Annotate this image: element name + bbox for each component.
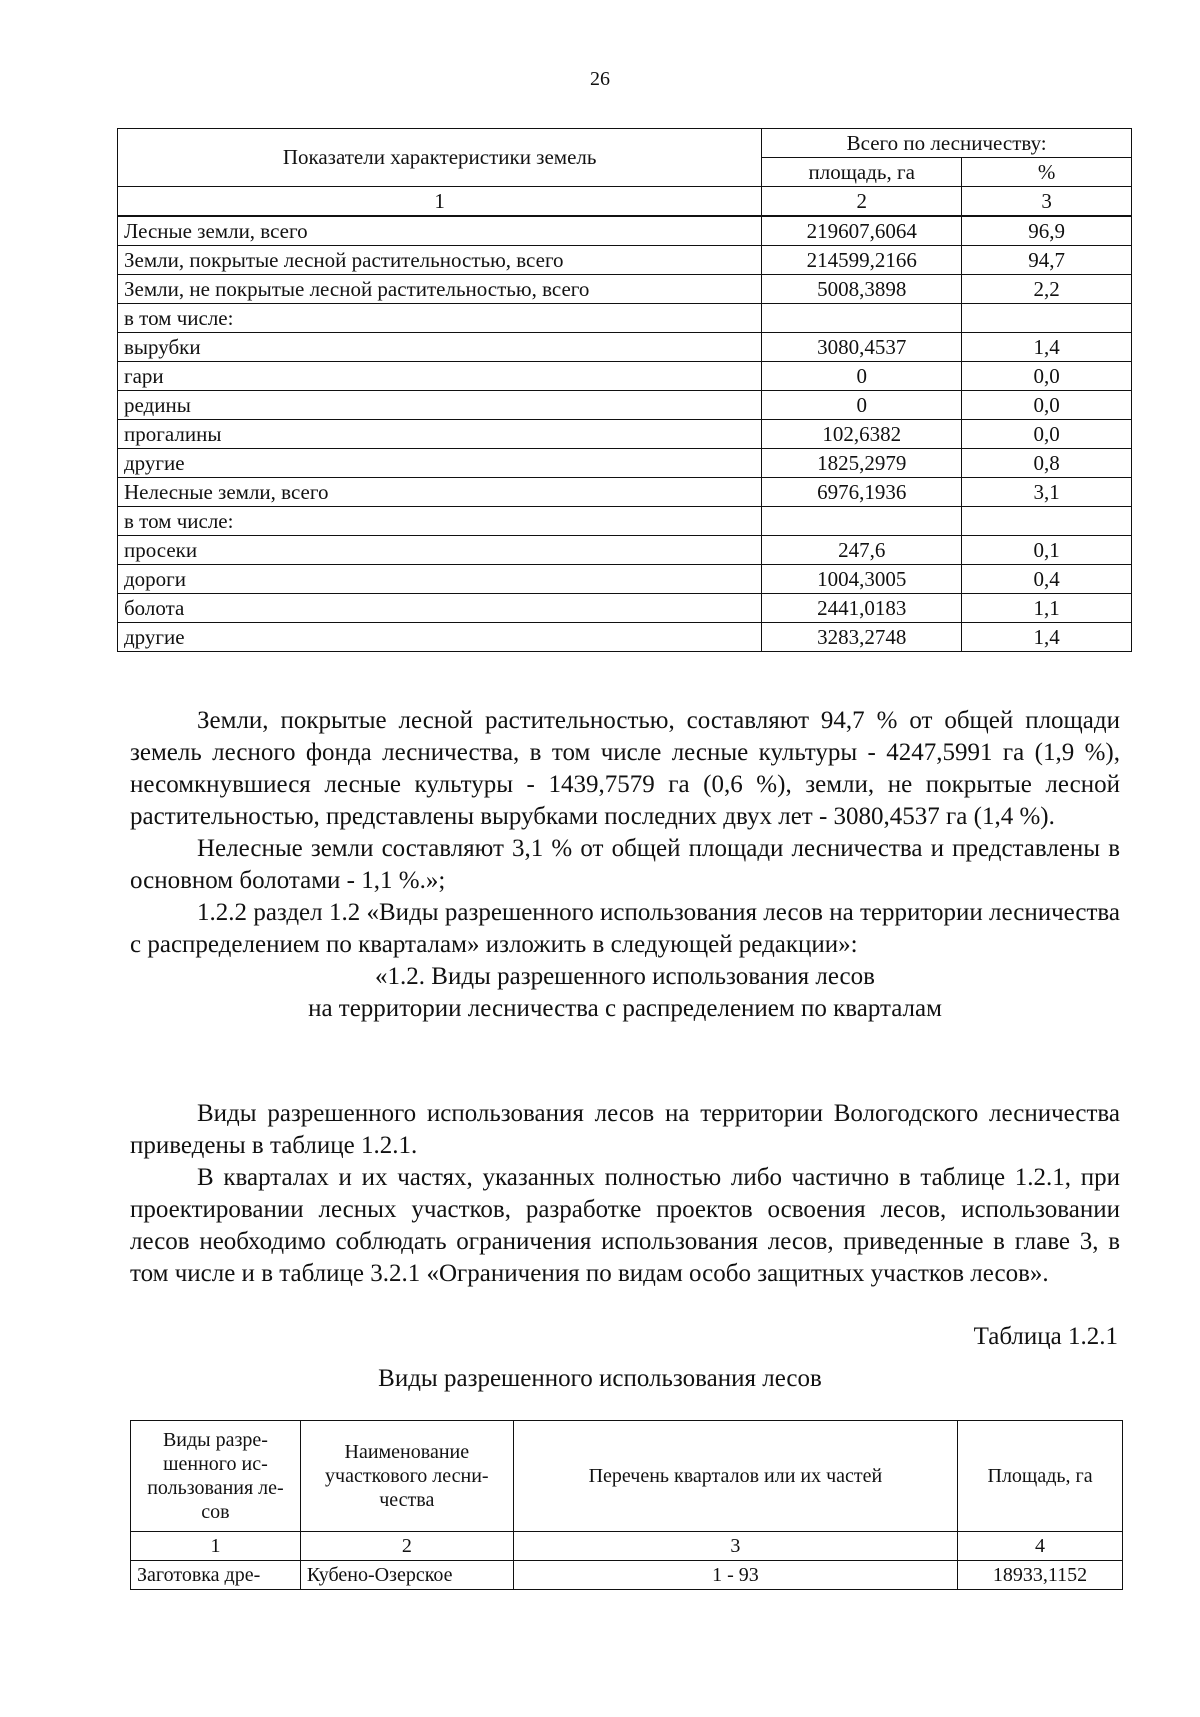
header-area: площадь, га — [762, 158, 962, 187]
cell-percent: 0,4 — [962, 565, 1132, 594]
cell-area: 2441,0183 — [762, 594, 962, 623]
cell-use-kind: Заготовка дре- — [131, 1561, 301, 1590]
land-characteristics-table — [117, 128, 1132, 652]
section-heading: на территории лесничества с распределением по кварталам — [308, 995, 942, 1022]
body-text-block-2 — [130, 1098, 1120, 1290]
cell-indicator: вырубки — [118, 333, 762, 362]
cell-indicator: гари — [118, 362, 762, 391]
page-number: 26 — [590, 68, 610, 90]
cell-area: 102,6382 — [762, 420, 962, 449]
cell-indicator: редины — [118, 391, 762, 420]
header-quarters-list: Перечень кварталов или их частей — [513, 1421, 957, 1532]
table-row — [118, 565, 1132, 594]
header-forestry-name: Наименование участкового лесни-чества — [300, 1421, 513, 1532]
cell-percent: 0,8 — [962, 449, 1132, 478]
cell-indicator: Лесные земли, всего — [118, 216, 762, 246]
cell-area: 0 — [762, 391, 962, 420]
forest-use-table — [130, 1420, 1123, 1590]
cell-indicator: в том числе: — [118, 507, 762, 536]
cell-percent — [962, 507, 1132, 536]
paragraph: 1.2.2 раздел 1.2 «Виды разрешенного использования лесов на территории лесничества с распределением по кварталам» изложить в следующей редакции»: — [130, 899, 1120, 958]
section-heading: «1.2. Виды разрешенного использования лесов — [375, 963, 875, 990]
column-number: 3 — [513, 1532, 957, 1561]
cell-indicator: дороги — [118, 565, 762, 594]
cell-percent: 1,1 — [962, 594, 1132, 623]
cell-percent: 96,9 — [962, 216, 1132, 246]
cell-quarters: 1 - 93 — [513, 1561, 957, 1590]
cell-area: 18933,1152 — [958, 1561, 1123, 1590]
table-row — [118, 275, 1132, 304]
column-number-row — [118, 187, 1132, 217]
header-indicators: Показатели характеристики земель — [118, 129, 762, 187]
cell-percent — [962, 304, 1132, 333]
cell-indicator: прогалины — [118, 420, 762, 449]
column-number: 1 — [118, 187, 762, 217]
table-row — [118, 478, 1132, 507]
cell-indicator: другие — [118, 449, 762, 478]
cell-indicator: болота — [118, 594, 762, 623]
cell-area: 1004,3005 — [762, 565, 962, 594]
table-row — [118, 246, 1132, 275]
cell-percent: 0,0 — [962, 362, 1132, 391]
column-number: 2 — [300, 1532, 513, 1561]
cell-indicator: Земли, покрытые лесной растительностью, всего — [118, 246, 762, 275]
cell-indicator: Нелесные земли, всего — [118, 478, 762, 507]
table-row — [118, 362, 1132, 391]
header-area: Площадь, га — [958, 1421, 1123, 1532]
table-row — [118, 594, 1132, 623]
table-label: Таблица 1.2.1 — [973, 1323, 1118, 1350]
cell-indicator: в том числе: — [118, 304, 762, 333]
cell-area: 214599,2166 — [762, 246, 962, 275]
paragraph: Нелесные земли составляют 3,1 % от общей площади лесничества и представлены в основном болотами - 1,1 %.»; — [130, 835, 1120, 894]
cell-percent: 0,1 — [962, 536, 1132, 565]
table-title: Виды разрешенного использования лесов — [378, 1365, 822, 1392]
cell-percent: 94,7 — [962, 246, 1132, 275]
header-use-kind: Виды разре-шенного ис-пользования ле-сов — [131, 1421, 301, 1532]
table-row — [118, 391, 1132, 420]
table-row — [118, 420, 1132, 449]
cell-percent: 1,4 — [962, 623, 1132, 652]
column-number: 1 — [131, 1532, 301, 1561]
header-percent: % — [962, 158, 1132, 187]
column-number: 2 — [762, 187, 962, 217]
cell-indicator: просеки — [118, 536, 762, 565]
cell-percent: 0,0 — [962, 420, 1132, 449]
cell-area — [762, 304, 962, 333]
paragraph: Земли, покрытые лесной растительностью, составляют 94,7 % от общей площади земель лесного фонда лесничества, в том числе лесные культуры - 4247,5991 га (1,9 %), несомкнувшиеся лесные культуры - 1439,7579 га (0,6 %), земли, не покрытые лесной растительностью, представлены вырубками последних двух лет - 3080,4537 га (1,4 %). — [130, 707, 1120, 830]
cell-area — [762, 507, 962, 536]
table-row — [118, 304, 1132, 333]
table-header-row — [118, 129, 1132, 158]
paragraph: Виды разрешенного использования лесов на территории Вологодского лесничества приведены в таблице 1.2.1. — [130, 1100, 1120, 1159]
cell-percent: 2,2 — [962, 275, 1132, 304]
table-row — [118, 507, 1132, 536]
cell-area: 5008,3898 — [762, 275, 962, 304]
cell-area: 3283,2748 — [762, 623, 962, 652]
table-row — [118, 536, 1132, 565]
cell-area: 6976,1936 — [762, 478, 962, 507]
cell-area: 247,6 — [762, 536, 962, 565]
cell-forestry: Кубено-Озерское — [300, 1561, 513, 1590]
cell-percent: 3,1 — [962, 478, 1132, 507]
table-row — [118, 333, 1132, 362]
cell-indicator: Земли, не покрытые лесной растительностью, всего — [118, 275, 762, 304]
table-header-row — [131, 1421, 1123, 1532]
cell-percent: 1,4 — [962, 333, 1132, 362]
table-row — [118, 449, 1132, 478]
header-total-group: Всего по лесничеству: — [762, 129, 1132, 158]
paragraph: В кварталах и их частях, указанных полностью либо частично в таблице 1.2.1, при проектировании лесных участков, разработке проектов освоения лесов, использовании лесов необходимо соблюдать ограничения использования лесов, приведенные в главе 3, в том числе и в таблице 3.2.1 «Ограничения по видам особо защитных участков лесов». — [130, 1164, 1120, 1287]
table-row — [118, 216, 1132, 246]
cell-indicator: другие — [118, 623, 762, 652]
cell-area: 0 — [762, 362, 962, 391]
cell-area: 1825,2979 — [762, 449, 962, 478]
table-row — [131, 1561, 1123, 1590]
cell-area: 219607,6064 — [762, 216, 962, 246]
body-text-block-1 — [130, 705, 1120, 1025]
column-number: 4 — [958, 1532, 1123, 1561]
column-number-row — [131, 1532, 1123, 1561]
cell-percent: 0,0 — [962, 391, 1132, 420]
cell-area: 3080,4537 — [762, 333, 962, 362]
column-number: 3 — [962, 187, 1132, 217]
table-row — [118, 623, 1132, 652]
